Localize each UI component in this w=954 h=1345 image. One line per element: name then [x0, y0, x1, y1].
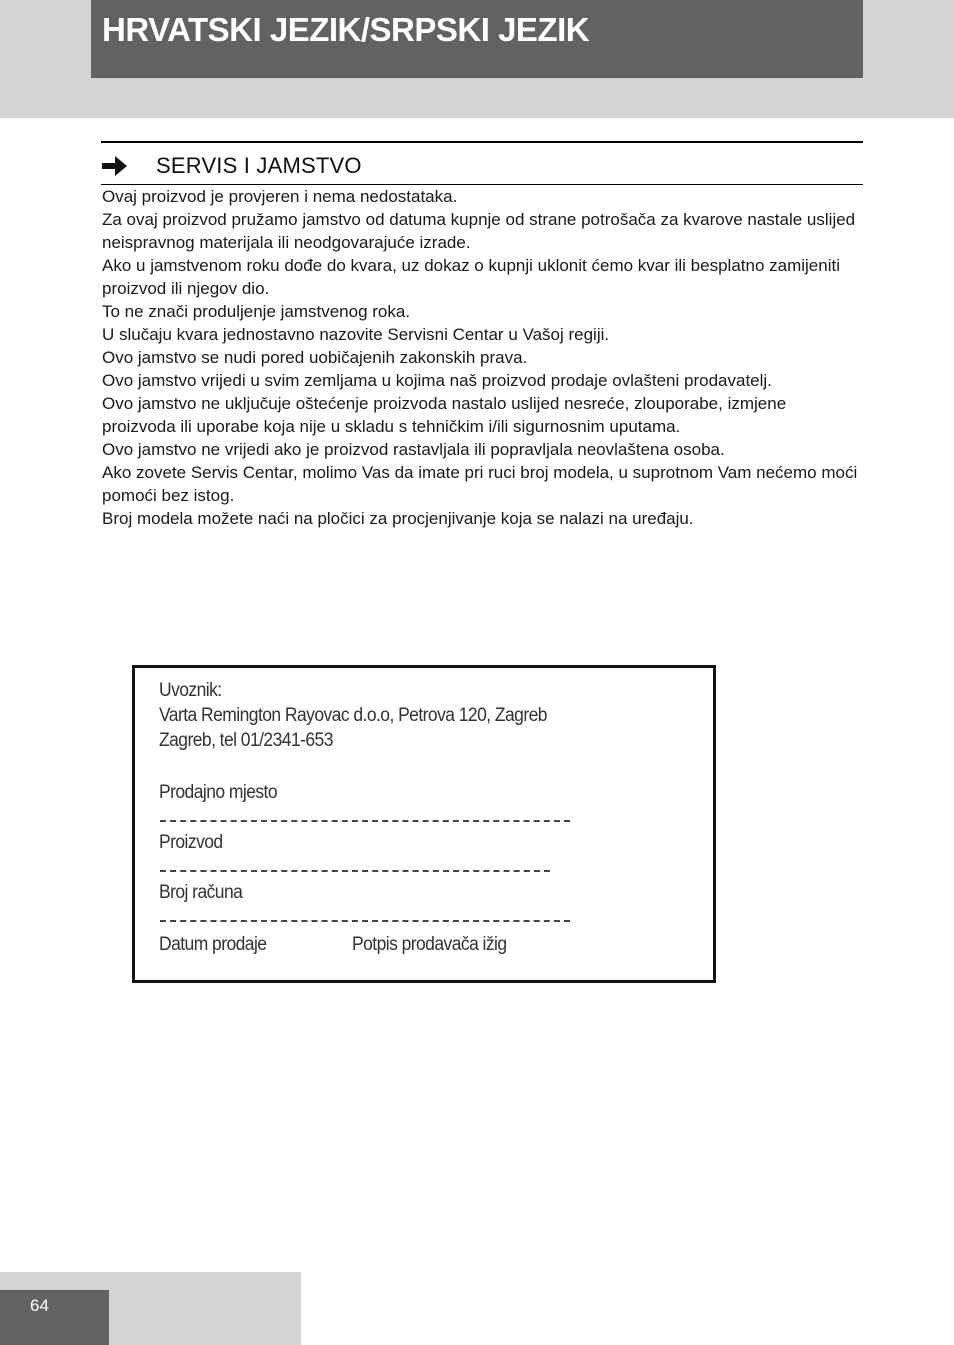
section-title: SERVIS I JAMSTVO	[156, 153, 362, 178]
warranty-text	[102, 185, 862, 530]
paragraph: U slučaju kvara jednostavno nazovite Servisni Centar u Vašoj regiji.	[102, 325, 610, 344]
importer-address: Varta Remington Rayovac d.o.o, Petrova 120, Zagreb	[159, 705, 547, 726]
arrow-right-icon	[102, 155, 128, 177]
invoice-number-line	[160, 920, 570, 922]
importer-phone: Zagreb, tel 01/2341-653	[159, 730, 333, 751]
page-number-box	[0, 1290, 109, 1345]
seller-signature-label: Potpis prodavača ižig	[352, 934, 507, 955]
paragraph: Ako u jamstvenom roku dođe do kvara, uz dokaz o kupnji uklonit ćemo kvar ili besplatno zamijeniti proizvod ili njegov dio.	[102, 256, 840, 298]
paragraph: To ne znači produljenje jamstvenog roka.	[102, 302, 411, 321]
warranty-card	[132, 665, 716, 983]
paragraph: Ovaj proizvod je provjeren i nema nedostataka.	[102, 187, 458, 206]
paragraph: Ovo jamstvo vrijedi u svim zemljama u kojima naš proizvod prodaje ovlašteni prodavatelj.	[102, 371, 772, 390]
invoice-number-label: Broj računa	[159, 882, 243, 903]
paragraph: Ovo jamstvo ne vrijedi ako je proizvod rastavljala ili popravljala neovlaštena osoba.	[102, 440, 725, 459]
importer-label: Uvoznik:	[159, 680, 222, 701]
product-label: Proizvod	[159, 832, 223, 853]
place-of-sale-label: Prodajno mjesto	[159, 782, 278, 803]
paragraph: Ovo jamstvo ne uključuje oštećenje proizvoda nastalo uslijed nesreće, zlouporabe, izmjene proizvoda ili uporabe koja nije u skladu s tehničkim i/ili sigurnosnim uputama.	[102, 394, 787, 436]
section-heading	[101, 150, 863, 182]
product-line	[160, 870, 550, 872]
title-bar	[91, 0, 863, 78]
paragraph: Broj modela možete naći na pločici za procjenjivanje koja se nalazi na uređaju.	[102, 509, 694, 528]
place-of-sale-line	[160, 820, 570, 822]
paragraph: Ovo jamstvo se nudi pored uobičajenih zakonskih prava.	[102, 348, 528, 367]
section-divider-top	[101, 141, 863, 143]
page-title: HRVATSKI JEZIK/SRPSKI JEZIK	[102, 11, 590, 48]
paragraph: Ako zovete Servis Centar, molimo Vas da imate pri ruci broj modela, u suprotnom Vam nećemo moći pomoći bez istog.	[102, 463, 858, 505]
paragraph: Za ovaj proizvod pružamo jamstvo od datuma kupnje od strane potrošača za kvarove nastale uslijed neispravnog materijala ili neodgovarajuće izrade.	[102, 210, 856, 252]
date-of-sale-label: Datum prodaje	[159, 934, 267, 955]
page-number: 64	[30, 1296, 49, 1315]
